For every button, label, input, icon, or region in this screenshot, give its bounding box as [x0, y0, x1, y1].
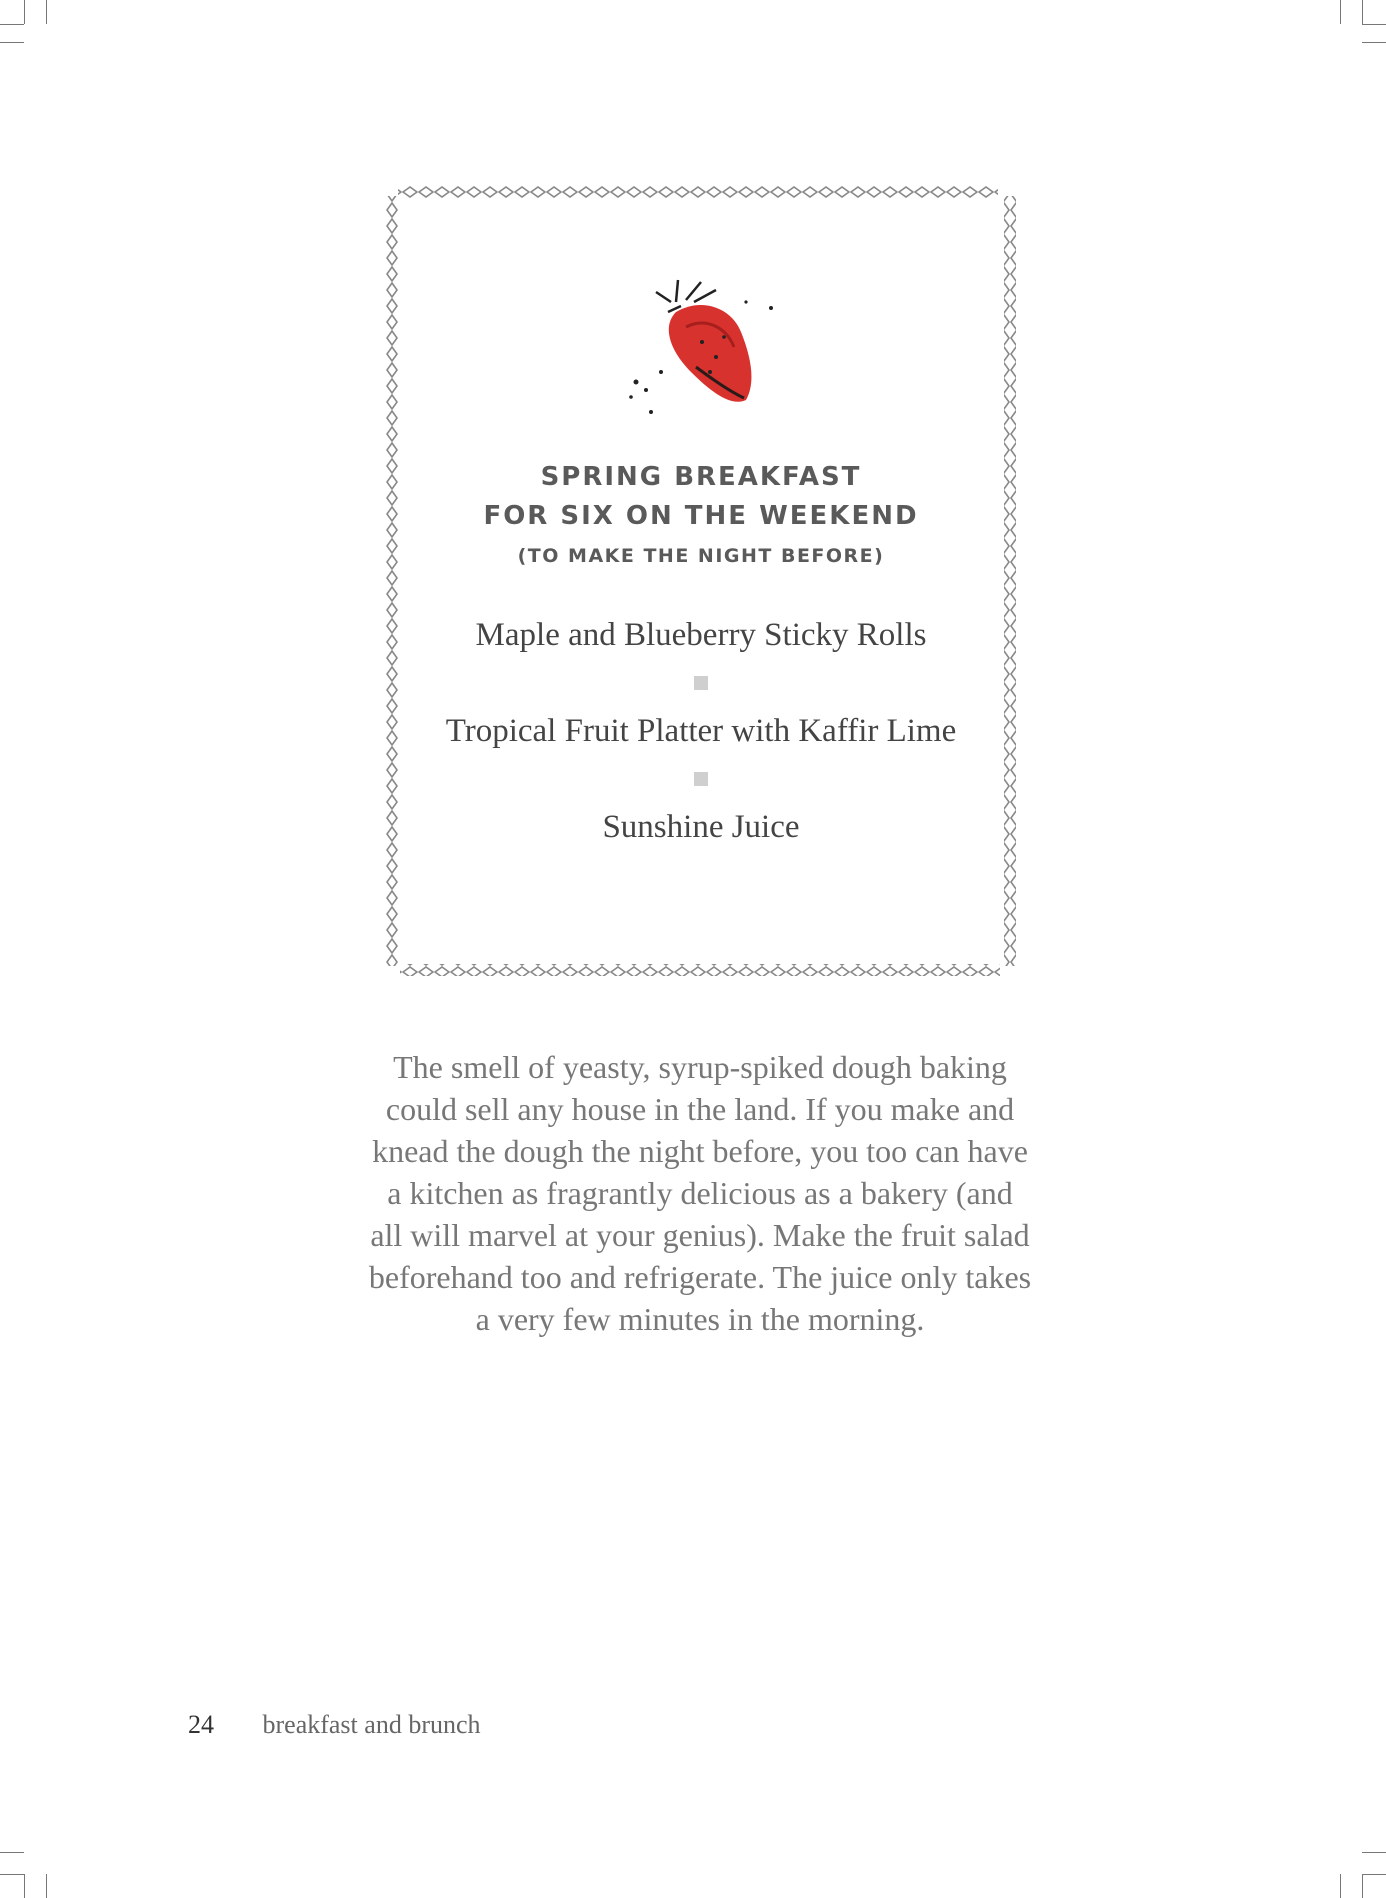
crop-mark-bottom-right — [1362, 1874, 1363, 1898]
strawberry-icon — [606, 272, 786, 422]
crop-mark-bottom-left — [46, 1874, 47, 1898]
crop-mark-top-left — [24, 0, 25, 24]
menu-title — [386, 458, 1016, 573]
crop-mark-bottom-left — [0, 1874, 24, 1875]
intro-line: knead the dough the night before, you too can have — [372, 1133, 1028, 1169]
menu-subtitle: (TO MAKE THE NIGHT BEFORE) — [517, 545, 885, 567]
menu-item: Tropical Fruit Platter with Kaffir Lime — [445, 713, 957, 749]
intro-line: beforehand too and refrigerate. The juice only takes — [368, 1259, 1032, 1295]
crop-mark-top-left — [46, 0, 47, 24]
menu-item: Maple and Blueberry Sticky Rolls — [475, 617, 927, 653]
crop-mark-bottom-left — [24, 1874, 25, 1898]
crop-mark-bottom-right — [1362, 1874, 1386, 1875]
intro-line: could sell any house in the land. If you make and — [385, 1091, 1015, 1127]
crop-mark-top-left — [0, 24, 24, 25]
menu-separator — [694, 772, 708, 786]
crop-mark-top-right — [1362, 0, 1363, 24]
crop-mark-bottom-right — [1362, 1852, 1386, 1853]
menu-title-line: FOR SIX ON THE WEEKEND — [483, 501, 919, 531]
intro-line: all will marvel at your genius). Make the fruit salad — [370, 1217, 1030, 1253]
page-number: 24 — [188, 1710, 214, 1739]
menu-title-line: SPRING BREAKFAST — [540, 462, 862, 492]
menu-item: Sunshine Juice — [602, 809, 800, 845]
menu-separator — [694, 676, 708, 690]
page-footer — [188, 1710, 481, 1740]
section-title: breakfast and brunch — [262, 1710, 481, 1739]
crop-mark-bottom-left — [0, 1852, 24, 1853]
intro-line: The smell of yeasty, syrup-spiked dough baking — [393, 1049, 1007, 1085]
crop-mark-top-right — [1362, 24, 1386, 25]
menu-card — [386, 186, 1016, 976]
menu-items — [386, 612, 1016, 850]
intro-line: a kitchen as fragrantly delicious as a bakery (and — [387, 1175, 1013, 1211]
intro-paragraph — [340, 1046, 1060, 1340]
crop-mark-top-right — [1340, 0, 1341, 24]
crop-mark-bottom-right — [1340, 1874, 1341, 1898]
crop-mark-top-right — [1362, 42, 1386, 43]
crop-mark-top-left — [0, 42, 24, 43]
intro-line: a very few minutes in the morning. — [475, 1301, 925, 1337]
